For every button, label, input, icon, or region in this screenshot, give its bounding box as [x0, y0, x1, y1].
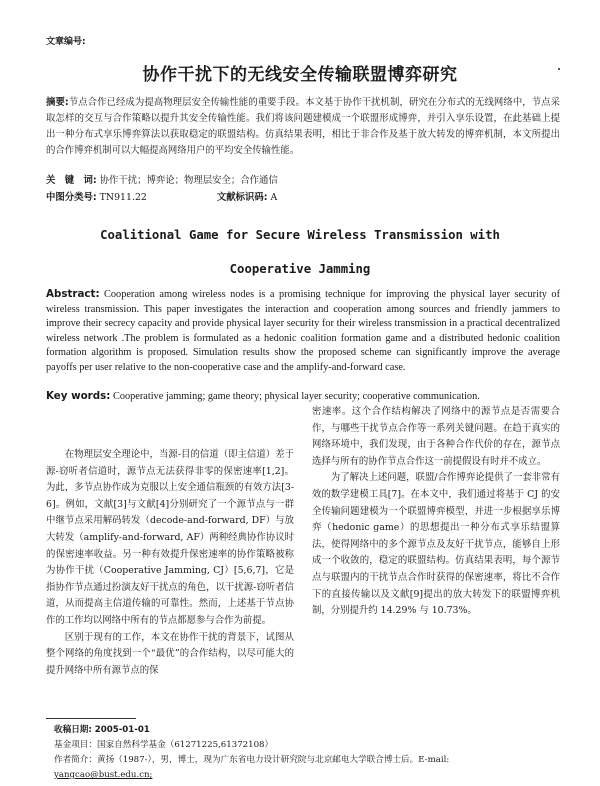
chinese-title: 协作干扰下的无线安全传输联盟博弈研究 [142, 65, 458, 85]
english-abstract-text: Cooperation among wireless nodes is a promising technique for improving the physical layer security of wireless transmission. This paper investigates the interaction and cooperation among sources and friendly jammers to improve their secrecy capacity and provide physical layer security for their wireless transmission in a practical decentralized wireless network .The problem is formulated as a hedonic coalition formation game and a distributed hedonic coalition formation algorithm is proposed. Simulation results show the proposed scheme can significantly improve the average payoffs per user relative to the non-cooperative case and the amplify-and-forward case. [46, 289, 560, 373]
chinese-keywords-label: 关 键 词: [46, 175, 97, 186]
body-paragraph: 在物理层安全理论中，当源-目的信道（即主信道）差于源-窃听者信道时，源节点无法获得非零的保密速率[1,2]。为此，多节点协作成为克服以上安全通信瓶颈的有效方法[3-6]。例如，文献[3]与文献[4]分别研究了一个源节点与一群中继节点采用解码转发（decode-and-forward, DF）与放大转发（amplify-and-forward, AF）两种经典协作协议时的保密速率收益。另一种有效提升保密速率的协作策略被称为协作干扰（Cooperative Jamming, CJ）[5,6,7]，它是指协作节点通过扮演友好干扰点的角色，以干扰源-窃听者信道，从而提高主信道传输的可靠性。然而，上述基于节点协作的工作均以网络中所有的节点都愿参与合作为前提。 [46, 449, 294, 626]
body-column-right [312, 404, 560, 620]
chinese-abstract-label: 摘要: [46, 97, 69, 108]
article-number-label: 文章编号: [46, 37, 86, 47]
english-abstract [46, 287, 560, 376]
doc-code-label: 文献标识码: [216, 192, 268, 203]
english-title [0, 218, 600, 286]
english-keywords-text: Cooperative jamming; game theory; physical layer security; cooperative communication. [112, 391, 480, 402]
clc-value: TN911.22 [99, 192, 147, 203]
fund-note: 基金项目：国家自然科学基金（61271225,61372108） [54, 740, 274, 750]
english-keywords-label: Key words: [46, 390, 111, 402]
english-abstract-label: Abstract: [46, 288, 100, 300]
classification-row [46, 191, 560, 204]
chinese-keywords-text: 协作干扰；博弈论；物理层安全；合作通信 [99, 175, 278, 186]
english-title-line2: Cooperative Jamming [229, 262, 371, 276]
body-paragraph: 密速率。这个合作结构解决了网络中的源节点是否需要合作，与哪些干扰节点合作等一系列关键问题。在趋于真实的网络环境中，我们发现，由于各种合作代价的存在，源节点选择与所有的协作节点合作这一前提假设有时并不成立。 [312, 406, 560, 467]
body-paragraph: 为了解决上述问题，联盟/合作博弈论提供了一套非常有效的数学建模工具[7]。在本文中，我们通过将基于 CJ 的安全传输问题建模为一个联盟博弈模型，并进一步根据享乐博弈（hedonic game）的思想提出一种分布式享乐结盟算法，使得网络中的多个源节点及友好干扰节点，能够自上形成一个收敛的，稳定的联盟结构。仿真结果表明，每个源节点与联盟内的干扰节点合作时获得的保密速率，将比不合作下的直接传输以及文献[9]提出的放大转发下的联盟博弈机制，分别提升约 14.29% 与 10.73%。 [312, 472, 560, 617]
doc-code-value: A [270, 192, 278, 203]
body-column-left [46, 447, 294, 679]
body-paragraph: 区别于现有的工作，本文在协作干扰的背景下，试图从整个网络的角度找到一个“最优”的合作结构，以尽可能大的提升网络中所有源节点的保 [46, 631, 294, 676]
footnote-divider [46, 718, 136, 719]
english-keywords [46, 389, 560, 404]
chinese-abstract [46, 95, 560, 159]
chinese-keywords [46, 174, 560, 187]
author-email-link[interactable]: yangcao@bust.edu.cn; [54, 770, 153, 780]
author-note: 作者简介：黄扬（1987-），男，博士，现为广东省电力设计研究院与北京邮电大学联合博士后。E-mail: [54, 755, 450, 765]
clc-label: 中图分类号: [46, 192, 97, 203]
received-date: 收稿日期: 2005-01-01 [54, 725, 150, 735]
english-title-line1: Coalitional Game for Secure Wireless Transmission with [100, 228, 500, 242]
chinese-abstract-text: 节点合作已经成为提高物理层安全传输性能的重要手段。本文基于协作干扰机制，研究在分布式的无线网络中，节点采取怎样的交互与合作策略以提升其安全传输性能。我们将该问题建模成一个联盟形成博弈，并引入享乐设置，在此基础上提出一种分布式享乐博弈算法以获取稳定的联盟结构。仿真结果表明，相比于非合作及基于放大转发的博弈机制，本文所提出的合作博弈机制可以大幅提高网络用户的平均安全传输性能。 [46, 97, 560, 156]
footnotes [54, 723, 564, 783]
